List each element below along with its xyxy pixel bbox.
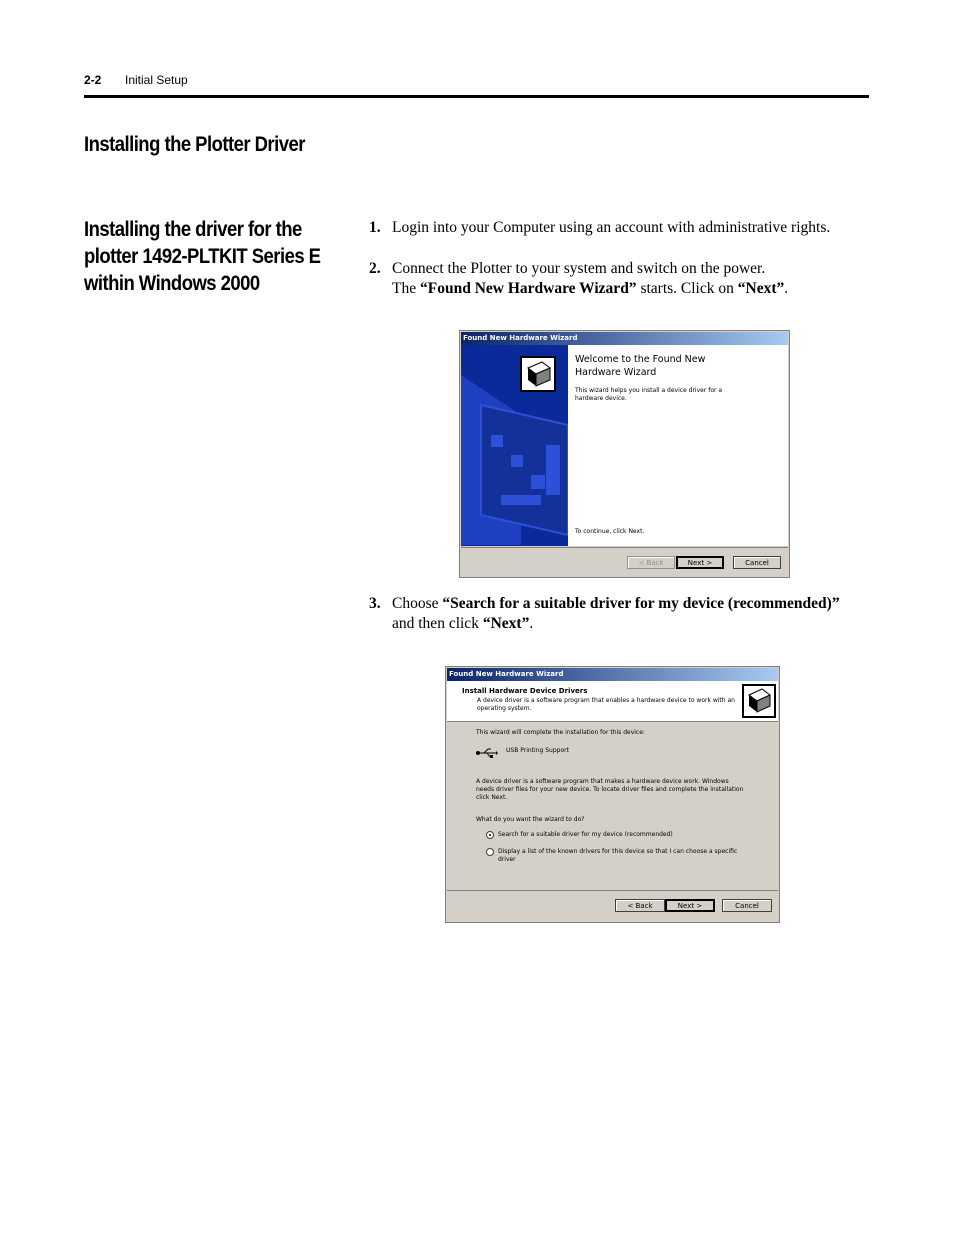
- device-box-icon: [744, 686, 774, 716]
- text-run: .: [784, 280, 789, 297]
- driver-explanation: A device driver is a software program that makes a hardware device work. Windows needs driver files for your new device. To locate driver files and complete the installation click Next.: [476, 778, 744, 801]
- search-driver-radio[interactable]: [486, 831, 494, 839]
- running-header: [84, 73, 188, 87]
- text-run: .: [529, 615, 534, 632]
- section-heading-line: Installing the driver for the: [84, 218, 302, 241]
- wizard-header: [447, 681, 778, 722]
- continue-instruction: To continue, click Next.: [575, 528, 645, 535]
- header-description: A device driver is a software program that enables a hardware device to work with an operating system.: [477, 697, 735, 712]
- step-text: Connect the Plotter to your system and switch on the power.: [392, 260, 766, 277]
- hardware-wizard-icon: [520, 356, 556, 392]
- device-name: USB Printing Support: [506, 747, 569, 754]
- text-run: The: [392, 280, 420, 297]
- window-title: Found New Hardware Wizard: [447, 668, 778, 681]
- wizard-question: What do you want the wizard to do?: [476, 816, 585, 823]
- option-list-label: Display a list of the known drivers for this device so that I can choose a specific driver: [498, 848, 738, 863]
- wizard-install-drivers-screenshot: [445, 666, 780, 923]
- usb-icon: [476, 747, 498, 759]
- step-text-line2: [392, 614, 533, 634]
- wizard-welcome-screenshot: [459, 330, 790, 578]
- cancel-button[interactable]: Cancel: [722, 899, 772, 912]
- option-emphasis: “Search for a suitable driver for my device (recommended)”: [442, 595, 840, 612]
- text-run: Choose: [392, 595, 443, 612]
- device-box-icon: [522, 358, 554, 390]
- section-name: Initial Setup: [125, 73, 188, 87]
- next-button[interactable]: Next >: [676, 556, 724, 569]
- section-heading: [84, 216, 339, 297]
- welcome-title: Welcome to the Found New Hardware Wizard: [575, 354, 706, 378]
- section-heading-line: plotter 1492-PLTKIT Series E: [84, 245, 321, 268]
- divider: [447, 890, 778, 891]
- next-button[interactable]: Next >: [665, 899, 715, 912]
- cancel-button[interactable]: Cancel: [733, 556, 781, 569]
- next-emphasis: “Next”: [737, 280, 785, 297]
- hardware-wizard-icon: [742, 684, 776, 718]
- step-number: 3.: [369, 595, 381, 612]
- step-number: 2.: [369, 260, 381, 277]
- wizard-content: [568, 345, 788, 546]
- back-button[interactable]: < Back: [615, 899, 665, 912]
- wizard-name: “Found New Hardware Wizard”: [419, 280, 637, 297]
- step-text-line2: [392, 279, 788, 299]
- text-run: starts. Click on: [636, 280, 738, 297]
- section-heading-line: within Windows 2000: [84, 272, 260, 295]
- wizard-description: This wizard helps you install a device driver for a hardware device.: [575, 387, 723, 402]
- step-text: Login into your Computer using an account with administrative rights.: [392, 219, 831, 236]
- next-emphasis: “Next”: [482, 615, 530, 632]
- text-run: and then click: [392, 615, 483, 632]
- page-title: Installing the Plotter Driver: [84, 133, 305, 156]
- header-rule: [84, 95, 869, 98]
- window-title: Found New Hardware Wizard: [461, 332, 788, 345]
- option-search-label: Search for a suitable driver for my device (recommended): [498, 831, 673, 838]
- divider: [461, 547, 788, 548]
- step-number: 1.: [369, 219, 381, 236]
- step-text: [392, 594, 840, 614]
- wizard-side-graphic: [461, 345, 568, 546]
- page-number: 2-2: [84, 73, 102, 87]
- complete-text: This wizard will complete the installation for this device:: [476, 729, 645, 736]
- display-list-radio[interactable]: [486, 848, 494, 856]
- header-title: Install Hardware Device Drivers: [462, 687, 588, 695]
- back-button[interactable]: < Back: [627, 556, 675, 569]
